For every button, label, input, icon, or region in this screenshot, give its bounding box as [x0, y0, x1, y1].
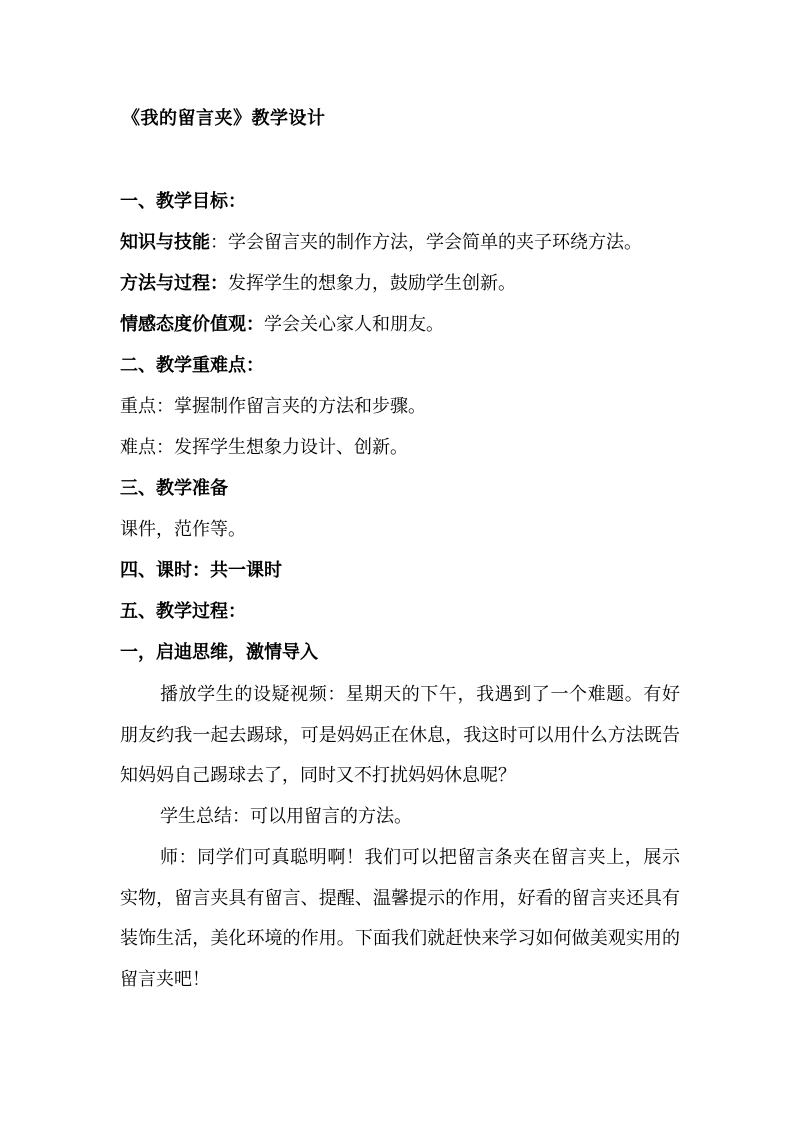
key-point-line: 重点：掌握制作留言夹的方法和步骤。 [120, 396, 426, 417]
objectives-heading: 一、教学目标： [120, 191, 246, 212]
emotion-values-label: 情感态度价值观： [120, 314, 264, 335]
preparation-text: 课件，范作等。 [120, 519, 246, 540]
knowledge-skill-label: 知识与技能 [120, 232, 210, 253]
method-process-label: 方法与过程： [120, 273, 228, 294]
method-process-line [120, 272, 516, 296]
paragraph-teacher: 师：同学们可真聪明啊！我们可以把留言条夹在留言夹上，展示实物，留言夹具有留言、提醒、温馨提示的作用，好看的留言夹还具有装饰生活，美化环境的作用。下面我们就赶快来学习如何做美观实用的留言夹吧！ [120, 847, 680, 990]
paragraph-summary: 学生总结：可以用留言的方法。 [160, 806, 412, 827]
document-title: 《我的留言夹》教学设计 [122, 108, 326, 129]
period-heading: 四、课时：共一课时 [120, 560, 282, 581]
step1-heading: 一，启迪思维，激情导入 [120, 642, 318, 663]
process-heading: 五、教学过程： [120, 601, 246, 622]
knowledge-skill-text: ：学会留言夹的制作方法，学会简单的夹子环绕方法。 [210, 232, 642, 253]
emotion-values-line [120, 313, 444, 337]
preparation-heading: 三、教学准备 [120, 478, 228, 499]
keypoints-heading: 二、教学重难点： [120, 355, 264, 376]
knowledge-skill-line [120, 231, 642, 255]
paragraph-video: 播放学生的设疑视频：星期天的下午，我遇到了一个难题。有好朋友约我一起去踢球，可是妈妈正在休息，我这时可以用什么方法既告知妈妈自己踢球去了，同时又不打扰妈妈休息呢？ [120, 684, 680, 787]
method-process-text: 发挥学生的想象力，鼓励学生创新。 [228, 273, 516, 294]
emotion-values-text: 学会关心家人和朋友。 [264, 314, 444, 335]
difficult-point-line: 难点：发挥学生想象力设计、创新。 [120, 437, 408, 458]
